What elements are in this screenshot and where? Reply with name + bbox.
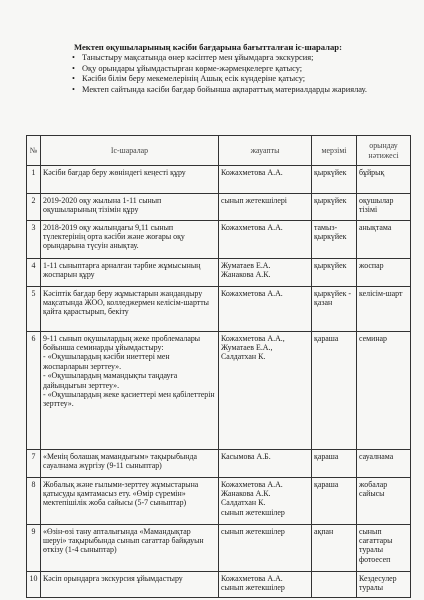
row-event: Кәсіби бағдар беру жөніндегі кеңесті құру — [41, 166, 219, 194]
row-result: келісім-шарт — [357, 287, 411, 332]
table-row — [27, 259, 411, 287]
row-event: 1-11 сыныптарға арналған тәрбие жұмысының жоспарын құру — [41, 259, 219, 287]
row-responsible: Жуматаев Е.А. Жанакова А.К. — [219, 259, 312, 287]
row-num: 5 — [27, 287, 41, 332]
page-heading: Мектеп оқушыларының кәсіби бағдарына бағытталған іс-шаралар: — [74, 42, 342, 52]
row-deadline: тамыз-қыркүйек — [312, 221, 357, 259]
table-row — [27, 166, 411, 194]
row-result: семинар — [357, 332, 411, 450]
row-num: 10 — [27, 572, 41, 598]
table-row — [27, 287, 411, 332]
row-event: 2018-2019 оқу жылындағы 9,11 сынып түлектерінің орта кәсіби және жоғары оқу орындарына түсуін анықтау. — [41, 221, 219, 259]
row-responsible: Кожахметова А.А. сынып жетекшілер — [219, 572, 312, 598]
header-result: орындау нәтижесі — [357, 136, 411, 166]
events-table — [26, 135, 411, 598]
row-event: «Өзін-өзі тану апталығында «Мамандықтар шеруі» тақырыбында сынып сағаттар байқауын өткізу (1-4 сыныптар) — [41, 525, 219, 572]
row-responsible: сынып жетекшілер — [219, 525, 312, 572]
row-num: 4 — [27, 259, 41, 287]
header-event: Іс-шаралар — [41, 136, 219, 166]
row-result: бұйрық — [357, 166, 411, 194]
row-event: «Менің болашақ мамандығым» тақырыбында сауалнама жүргізу (9-11 сыныптар) — [41, 450, 219, 478]
row-result: анықтама — [357, 221, 411, 259]
row-num: 2 — [27, 194, 41, 221]
row-responsible: Кожахметова А.А. — [219, 166, 312, 194]
row-num: 3 — [27, 221, 41, 259]
row-responsible: Кожахметова А.А. — [219, 221, 312, 259]
bullet-item: • Таныстыру мақсатында өнер кәсіптер мен ұйымдарға экскурсия; — [72, 53, 407, 64]
row-deadline: қыркүйек - қазан — [312, 287, 357, 332]
table-row — [27, 478, 411, 525]
row-responsible: Кожахметова А.А., Жуматаев Е.А., Салдатхан К. — [219, 332, 312, 450]
bullet-list — [72, 53, 407, 95]
row-event: 2019-2020 оқу жылына 1-11 сынып оқушыларының тізімін құру — [41, 194, 219, 221]
row-num: 9 — [27, 525, 41, 572]
row-responsible: Кожахметова А.А. Жанакова А.К. Салдатхан К. сынып жетекшілер — [219, 478, 312, 525]
bullet-item: • Мектеп сайтында кәсіби бағдар бойынша ақпараттық материалдарды жариялау. — [72, 85, 407, 96]
table-header-row — [27, 136, 411, 166]
row-num: 7 — [27, 450, 41, 478]
row-deadline: қараша — [312, 450, 357, 478]
row-result: сауалнама — [357, 450, 411, 478]
bullet-item: • Оқу орындары ұйымдастырған көрме-жәрмеңкелерге қатысу; — [72, 64, 407, 75]
row-deadline: қыркүйек — [312, 166, 357, 194]
row-event: Кәсіптік бағдар беру жұмыстарын жандандыру мақсатында ЖОО, колледжермен келісім-шартты қайта қарастырып, бекіту — [41, 287, 219, 332]
row-num: 1 — [27, 166, 41, 194]
bullet-item: • Кәсіби білім беру мекемелерінің Ашық есік күндеріне қатысу; — [72, 74, 407, 85]
table-row — [27, 450, 411, 478]
table-row — [27, 572, 411, 598]
table-row — [27, 525, 411, 572]
table-row — [27, 194, 411, 221]
header-responsible: жауапты — [219, 136, 312, 166]
row-deadline: қыркүйек — [312, 194, 357, 221]
row-deadline: қыркүйек — [312, 259, 357, 287]
row-result: оқушылар тізімі — [357, 194, 411, 221]
row-num: 8 — [27, 478, 41, 525]
row-num: 6 — [27, 332, 41, 450]
row-deadline — [312, 572, 357, 598]
header-num: № — [27, 136, 41, 166]
row-deadline: қараша — [312, 478, 357, 525]
row-event: Жобалық және ғылыми-зерттеу жұмыстарына қатысуды қамтамасыз ету. «Өмір сүремін» мектепішілік жоба сайысы (5-7 сыныптар) — [41, 478, 219, 525]
row-responsible: Кожахметова А.А. — [219, 287, 312, 332]
table-row — [27, 332, 411, 450]
row-result: жобалар сайысы — [357, 478, 411, 525]
row-event: Кәсіп орындарға экскурсия ұйымдастыру — [41, 572, 219, 598]
row-result: сынып сағаттары туралы фотоесеп — [357, 525, 411, 572]
row-deadline: қараша — [312, 332, 357, 450]
row-deadline: ақпан — [312, 525, 357, 572]
header-deadline: мерзімі — [312, 136, 357, 166]
row-result: Кездесулер туралы — [357, 572, 411, 598]
table-row — [27, 221, 411, 259]
row-result: жоспар — [357, 259, 411, 287]
row-event: 9-11 сынып оқушылардың жеке проблемалары бойынша семинарды ұйымдастыру: - «Оқушылардың кәсіби ниеттері мен жоспарларын зерттеу». - «Оқушылардың мамандықты таңдауға дайындығын зерттеу». - «Оқушылардың жеке қасиеттері мен қабілеттерін зерттеу». — [41, 332, 219, 450]
row-responsible: Касымова А.Б. — [219, 450, 312, 478]
row-responsible: сынып жетекшілері — [219, 194, 312, 221]
